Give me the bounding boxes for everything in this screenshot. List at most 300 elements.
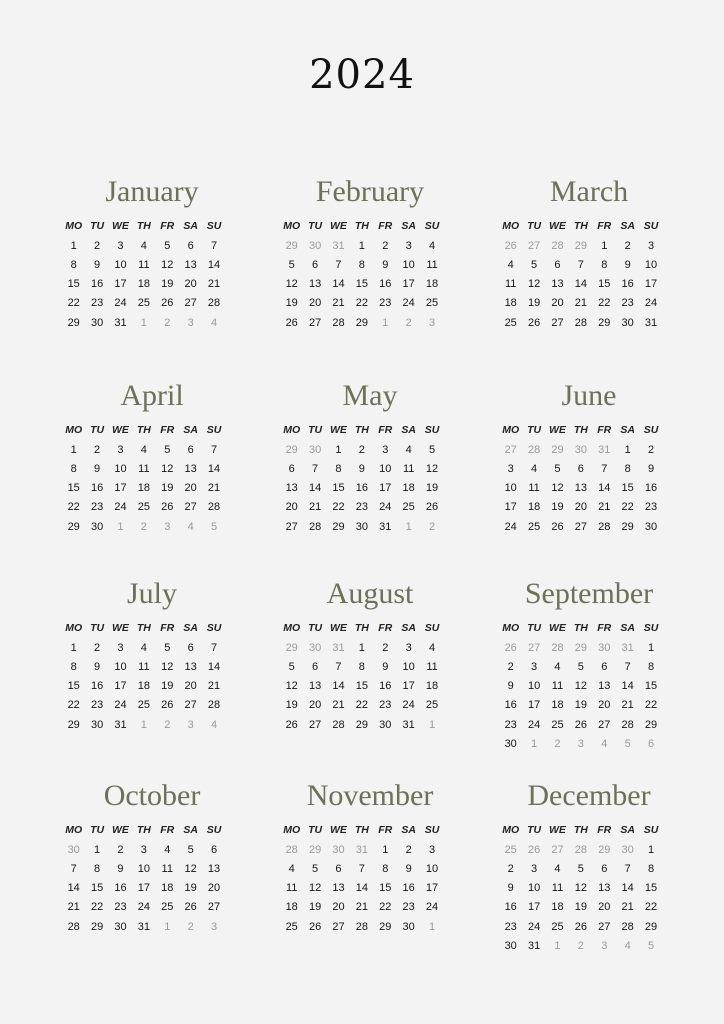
day-cell: 28	[308, 520, 322, 533]
day-cell: 2	[358, 443, 365, 456]
day-cell: 12	[551, 482, 564, 495]
day-cell: 5	[577, 660, 584, 673]
day-cell: 14	[67, 882, 80, 895]
day-cell: 7	[335, 258, 342, 271]
day-cell: 27	[551, 316, 564, 329]
weekday-label: WE	[330, 219, 347, 232]
day-cell-outside: 27	[551, 843, 564, 856]
day-cell: 23	[90, 699, 104, 712]
week-row	[62, 498, 242, 517]
day-cell-outside: 30	[67, 843, 80, 856]
day-cell: 21	[574, 297, 587, 310]
day-cell-outside: 25	[504, 843, 517, 856]
day-cell: 7	[624, 660, 631, 673]
day-cell-outside: 30	[308, 443, 322, 456]
weekday-label: MO	[283, 621, 301, 634]
day-cell: 1	[70, 239, 77, 252]
day-cell-outside: 2	[577, 939, 584, 952]
weekday-label: TH	[573, 219, 588, 232]
weekday-label: FR	[597, 823, 612, 836]
day-cell-outside: 31	[598, 443, 611, 456]
day-cell: 18	[285, 901, 298, 914]
day-cell-outside: 2	[164, 718, 171, 731]
day-cell: 17	[644, 278, 658, 291]
day-cell-outside: 30	[308, 641, 322, 654]
day-cell: 26	[551, 520, 564, 533]
day-cell: 24	[527, 920, 541, 933]
weekday-label: TH	[136, 823, 151, 836]
month-september	[499, 574, 679, 753]
day-cell: 28	[207, 297, 221, 310]
week-row	[280, 255, 460, 274]
day-cell: 4	[288, 862, 295, 875]
weekday-label: TH	[354, 621, 369, 634]
day-cell: 30	[90, 718, 104, 731]
day-cell-outside: 3	[210, 920, 218, 933]
day-cell: 14	[332, 680, 345, 693]
day-cell: 23	[504, 718, 517, 731]
day-cell: 24	[644, 297, 658, 310]
week-row	[499, 517, 679, 536]
day-cell: 31	[644, 316, 658, 329]
day-cell: 31	[379, 520, 392, 533]
week-row	[280, 275, 460, 294]
weekday-label: SA	[620, 423, 635, 436]
day-cell: 30	[114, 920, 127, 933]
day-cell: 16	[504, 901, 517, 914]
day-cell-outside: 5	[647, 939, 655, 952]
weekday-label: SA	[401, 621, 416, 634]
day-cell: 16	[504, 699, 517, 712]
day-cell: 20	[332, 901, 345, 914]
weekday-label: SA	[183, 621, 198, 634]
weekday-label: TU	[308, 823, 323, 836]
day-cell: 16	[379, 680, 392, 693]
day-cell: 3	[531, 660, 538, 673]
week-row	[62, 657, 242, 676]
day-cell: 22	[355, 297, 368, 310]
day-cell: 2	[405, 843, 412, 856]
day-cell-outside: 30	[574, 443, 587, 456]
day-cell: 26	[527, 316, 541, 329]
day-cell: 31	[527, 939, 541, 952]
week-row	[280, 638, 460, 657]
weekday-label: TU	[527, 823, 542, 836]
day-cell: 3	[428, 843, 436, 856]
day-cell: 26	[308, 920, 322, 933]
day-cell: 14	[207, 660, 221, 673]
day-cell-outside: 30	[598, 641, 611, 654]
week-row	[499, 677, 679, 696]
day-cell: 16	[90, 278, 104, 291]
week-row	[280, 840, 460, 859]
day-cell: 19	[527, 297, 541, 310]
weekday-label: SU	[424, 621, 440, 634]
weekday-label: SA	[401, 219, 416, 232]
day-cell: 19	[285, 699, 298, 712]
day-cell: 15	[598, 278, 611, 291]
weekday-label: FR	[378, 823, 393, 836]
day-cell: 10	[402, 660, 415, 673]
day-cell: 26	[285, 316, 298, 329]
day-cell: 5	[428, 443, 436, 456]
day-cell: 1	[70, 443, 77, 456]
day-cell: 26	[161, 501, 174, 514]
day-cell: 6	[187, 641, 194, 654]
day-cell-outside: 30	[621, 843, 634, 856]
day-cell-outside: 3	[187, 718, 194, 731]
weekday-label: SU	[643, 621, 659, 634]
month-title: August	[326, 577, 414, 610]
day-cell: 31	[402, 718, 415, 731]
day-cell: 29	[355, 316, 368, 329]
day-cell: 8	[70, 462, 77, 475]
weekday-label: WE	[112, 219, 129, 232]
day-cell: 1	[601, 239, 608, 252]
day-cell: 19	[184, 882, 197, 895]
day-cell: 21	[207, 482, 221, 495]
day-cell: 31	[137, 920, 150, 933]
weekday-label: SU	[643, 423, 659, 436]
weekday-label: FR	[378, 423, 393, 436]
week-row	[280, 696, 460, 715]
day-cell-outside: 29	[308, 843, 322, 856]
weekday-label: FR	[597, 621, 612, 634]
day-cell: 21	[67, 901, 80, 914]
week-row	[280, 459, 460, 478]
week-row	[499, 657, 679, 676]
day-cell: 25	[137, 699, 150, 712]
day-cell: 26	[184, 901, 197, 914]
day-cell: 13	[308, 680, 322, 693]
day-cell: 9	[94, 660, 101, 673]
day-cell-outside: 6	[647, 737, 655, 750]
week-row	[62, 879, 242, 898]
day-cell-outside: 31	[621, 641, 634, 654]
day-cell: 15	[67, 680, 80, 693]
day-cell: 30	[90, 520, 104, 533]
day-cell: 11	[285, 882, 298, 895]
day-cell: 12	[527, 278, 541, 291]
day-cell: 13	[207, 862, 221, 875]
day-cell: 1	[358, 239, 365, 252]
weekday-label: WE	[112, 823, 129, 836]
day-cell: 6	[312, 258, 319, 271]
day-cell: 16	[114, 882, 127, 895]
day-cell: 14	[621, 882, 634, 895]
day-cell: 4	[140, 239, 147, 252]
day-cell: 21	[621, 699, 634, 712]
day-cell: 22	[67, 699, 80, 712]
day-cell: 7	[312, 462, 319, 475]
page-title: 2024	[309, 52, 415, 98]
day-cell: 4	[140, 641, 147, 654]
day-cell: 3	[117, 443, 124, 456]
month-march	[499, 172, 679, 332]
day-cell: 2	[94, 641, 101, 654]
day-cell-outside: 29	[551, 443, 564, 456]
day-cell-outside: 4	[187, 520, 194, 533]
weekday-label: SA	[620, 219, 635, 232]
day-cell: 30	[504, 737, 517, 750]
weekday-header	[280, 216, 460, 235]
day-cell: 5	[164, 239, 171, 252]
week-row	[62, 255, 242, 274]
day-cell: 6	[577, 462, 584, 475]
day-cell: 3	[405, 239, 412, 252]
weekday-label: MO	[65, 621, 83, 634]
day-cell: 3	[507, 462, 514, 475]
weekday-label: WE	[330, 423, 347, 436]
day-cell: 7	[624, 862, 631, 875]
day-cell: 16	[402, 882, 415, 895]
day-cell: 4	[531, 462, 538, 475]
week-row	[62, 440, 242, 459]
day-cell: 15	[621, 482, 634, 495]
day-cell: 4	[428, 641, 436, 654]
weekday-label: TU	[90, 823, 105, 836]
day-cell: 7	[210, 443, 218, 456]
day-cell: 24	[379, 501, 392, 514]
day-cell: 18	[425, 680, 439, 693]
day-cell: 17	[504, 501, 517, 514]
weekday-label: SA	[620, 823, 635, 836]
day-cell: 26	[574, 920, 587, 933]
day-cell: 11	[138, 462, 150, 475]
day-cell: 22	[355, 699, 368, 712]
day-cell-outside: 29	[574, 239, 587, 252]
week-row	[280, 479, 460, 498]
day-cell: 24	[114, 501, 127, 514]
day-cell: 12	[308, 882, 322, 895]
day-cell: 22	[332, 501, 345, 514]
day-cell: 13	[184, 660, 197, 673]
day-cell: 29	[644, 920, 658, 933]
weekday-label: MO	[283, 423, 301, 436]
weekday-label: MO	[502, 823, 520, 836]
day-cell: 17	[527, 901, 541, 914]
day-cell: 18	[551, 699, 564, 712]
day-cell: 15	[644, 882, 658, 895]
day-cell: 7	[335, 660, 342, 673]
day-cell: 23	[644, 501, 658, 514]
day-cell: 9	[507, 680, 514, 693]
day-cell: 3	[531, 862, 538, 875]
day-cell: 16	[644, 482, 658, 495]
weekday-label: TU	[527, 219, 542, 232]
day-cell-outside: 4	[624, 939, 631, 952]
week-row	[499, 275, 679, 294]
day-cell: 3	[117, 641, 124, 654]
day-cell: 29	[644, 718, 658, 731]
day-cell: 5	[312, 862, 319, 875]
day-cell: 21	[207, 278, 221, 291]
day-cell: 8	[382, 862, 389, 875]
day-cell: 27	[308, 718, 322, 731]
day-cell: 6	[288, 462, 295, 475]
weekday-label: SU	[206, 219, 222, 232]
day-cell-outside: 30	[308, 239, 322, 252]
day-cell: 16	[379, 278, 392, 291]
month-title: March	[549, 175, 629, 208]
day-cell: 22	[90, 901, 104, 914]
day-cell: 2	[117, 843, 124, 856]
day-cell: 24	[114, 297, 127, 310]
week-row	[499, 696, 679, 715]
weekday-label: FR	[597, 219, 612, 232]
day-cell: 8	[335, 462, 342, 475]
day-cell: 14	[308, 482, 322, 495]
day-cell: 19	[161, 482, 174, 495]
day-cell: 28	[67, 920, 80, 933]
weekday-label: TH	[573, 823, 588, 836]
week-row	[499, 917, 679, 936]
day-cell: 20	[184, 278, 197, 291]
day-cell: 13	[332, 882, 345, 895]
day-cell: 26	[161, 699, 174, 712]
day-cell: 29	[598, 316, 611, 329]
day-cell: 20	[308, 699, 322, 712]
week-row	[280, 859, 460, 878]
day-cell: 7	[577, 258, 584, 271]
day-cell: 10	[504, 482, 517, 495]
day-cell-outside: 26	[527, 843, 541, 856]
day-cell-outside: 2	[164, 316, 171, 329]
day-cell: 2	[94, 443, 101, 456]
day-cell: 6	[187, 443, 194, 456]
week-row	[280, 313, 460, 332]
day-cell: 21	[308, 501, 322, 514]
weekday-label: TU	[90, 219, 105, 232]
day-cell: 19	[425, 482, 439, 495]
week-row	[499, 255, 679, 274]
day-cell: 15	[355, 278, 368, 291]
day-cell: 17	[137, 882, 150, 895]
month-title: November	[306, 779, 434, 812]
day-cell-outside: 2	[405, 316, 412, 329]
day-cell: 19	[574, 901, 587, 914]
day-cell: 17	[527, 699, 541, 712]
day-cell: 13	[598, 882, 611, 895]
day-cell: 9	[624, 258, 631, 271]
weekday-header	[499, 820, 679, 839]
month-april	[62, 376, 242, 536]
day-cell: 19	[551, 501, 564, 514]
day-cell: 27	[285, 520, 298, 533]
weekday-label: WE	[549, 621, 566, 634]
day-cell: 24	[504, 520, 517, 533]
month-title: April	[120, 379, 184, 412]
day-cell: 23	[402, 901, 415, 914]
week-row	[62, 696, 242, 715]
day-cell: 28	[621, 718, 634, 731]
day-cell: 14	[332, 278, 345, 291]
weekday-label: TU	[527, 621, 542, 634]
month-december	[499, 776, 679, 955]
day-cell-outside: 31	[332, 641, 345, 654]
day-cell-outside: 3	[428, 316, 436, 329]
day-cell: 28	[207, 699, 221, 712]
day-cell: 23	[90, 297, 104, 310]
week-row	[499, 840, 679, 859]
day-cell-outside: 1	[140, 718, 147, 731]
week-row	[499, 879, 679, 898]
day-cell: 6	[601, 862, 608, 875]
month-title: January	[105, 175, 199, 208]
week-row	[499, 898, 679, 917]
week-row	[280, 517, 460, 536]
day-cell: 23	[621, 297, 634, 310]
weekday-label: WE	[330, 823, 347, 836]
day-cell: 10	[137, 862, 150, 875]
weekday-label: TU	[308, 423, 323, 436]
day-cell: 3	[140, 843, 147, 856]
day-cell: 17	[114, 680, 127, 693]
weekday-label: FR	[597, 423, 612, 436]
day-cell: 8	[358, 258, 365, 271]
day-cell: 15	[90, 882, 104, 895]
day-cell: 25	[425, 297, 439, 310]
month-title: June	[561, 379, 617, 412]
day-cell: 28	[574, 316, 587, 329]
weekday-label: WE	[112, 621, 129, 634]
day-cell: 21	[332, 699, 345, 712]
day-cell: 14	[574, 278, 587, 291]
day-cell: 5	[164, 641, 171, 654]
day-cell: 23	[90, 501, 104, 514]
day-cell: 14	[207, 462, 221, 475]
month-february	[280, 172, 460, 332]
day-cell: 6	[601, 660, 608, 673]
day-cell: 24	[137, 901, 150, 914]
weekday-label: MO	[502, 219, 520, 232]
day-cell: 10	[527, 680, 541, 693]
day-cell: 19	[308, 901, 322, 914]
day-cell: 14	[598, 482, 611, 495]
day-cell: 11	[426, 660, 438, 673]
day-cell-outside: 3	[601, 939, 608, 952]
day-cell: 13	[308, 278, 322, 291]
day-cell: 18	[137, 680, 150, 693]
day-cell: 21	[621, 901, 634, 914]
day-cell: 27	[308, 316, 322, 329]
day-cell: 2	[507, 862, 514, 875]
day-cell-outside: 30	[332, 843, 345, 856]
day-cell: 17	[114, 482, 127, 495]
day-cell: 29	[67, 316, 80, 329]
day-cell: 30	[379, 718, 392, 731]
weekday-header	[62, 420, 242, 439]
day-cell-outside: 28	[527, 443, 541, 456]
week-row	[62, 275, 242, 294]
day-cell: 16	[621, 278, 634, 291]
weekday-label: TH	[136, 621, 151, 634]
day-cell: 18	[425, 278, 439, 291]
day-cell: 22	[644, 901, 658, 914]
month-title: July	[126, 577, 177, 610]
weekday-label: SU	[206, 423, 222, 436]
week-row	[62, 459, 242, 478]
weekday-label: FR	[160, 219, 175, 232]
day-cell: 4	[507, 258, 514, 271]
weekday-label: SU	[424, 423, 440, 436]
month-august	[280, 574, 460, 734]
day-cell: 18	[527, 501, 541, 514]
weekday-label: WE	[549, 423, 566, 436]
day-cell: 8	[70, 258, 77, 271]
day-cell-outside: 29	[574, 641, 587, 654]
day-cell: 22	[379, 901, 392, 914]
